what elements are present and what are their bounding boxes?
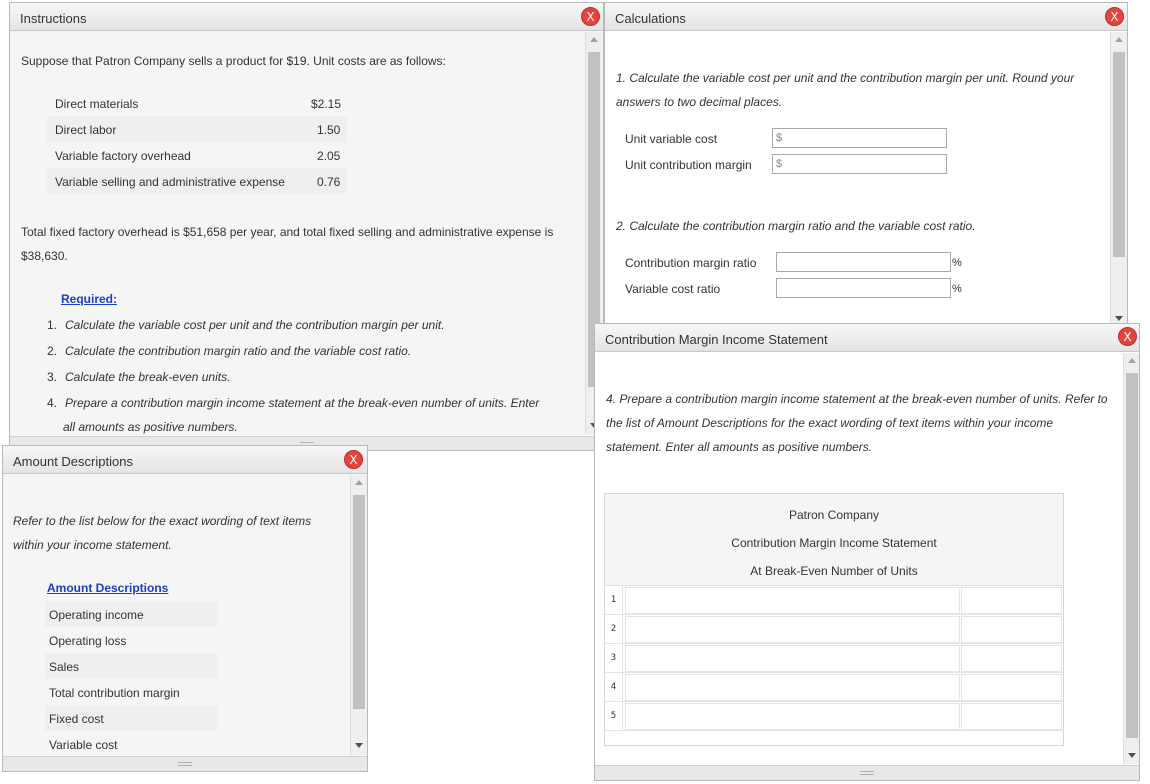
cost-label: Variable selling and administrative expense [55,175,285,189]
description-cell[interactable] [625,616,960,643]
cost-row [47,90,347,116]
cm-statement-resize-grip[interactable] [595,765,1139,780]
amount-descriptions-title: Amount Descriptions [13,454,133,469]
amount-description-text: Sales [49,660,80,674]
calculations-window [604,2,1128,324]
scroll-up-icon[interactable] [590,37,598,42]
row-number: 1 [605,586,623,615]
question-4-text: 4. Prepare a contribution margin income statement at the break-even number of units. Refer to [606,392,1108,406]
amount-descriptions-resize-grip[interactable] [3,756,367,771]
cost-row [47,116,347,142]
row-number: 2 [605,615,623,644]
description-cell[interactable] [625,703,960,730]
unit-contribution-margin-input[interactable] [772,154,947,174]
required-item-cont: all amounts as positive numbers. [63,420,238,434]
cost-value: 0.76 [317,175,341,189]
cost-value: 2.05 [317,149,341,163]
required-item-text: Calculate the break-even units. [65,370,231,384]
income-statement-header [605,494,1063,586]
cm-statement-close-icon[interactable]: X [1118,327,1137,346]
row-number: 5 [605,702,623,731]
required-item [47,318,445,332]
amount-description-text: Operating loss [49,634,127,648]
calculations-title: Calculations [615,11,686,26]
amount-descriptions-close-icon[interactable]: X [344,450,363,469]
statement-period: At Break-Even Number of Units [750,564,918,578]
cost-label: Direct labor [55,123,117,137]
required-link[interactable]: Required: [61,292,118,306]
question-2-text: 2. Calculate the contribution margin ratio and the variable cost ratio. [616,219,976,233]
cost-value: $2.15 [311,97,342,111]
question-4-text-cont2: statement. Enter all amounts as positive numbers. [606,440,873,454]
scroll-up-icon[interactable] [1115,37,1123,42]
instructions-intro: Suppose that Patron Company sells a product for $19. Unit costs are as follows: [21,54,446,68]
amount-cell[interactable] [961,703,1062,730]
cm-statement-scrollbar[interactable] [1123,353,1140,764]
instructions-close-icon[interactable]: X [581,7,600,26]
amount-cell[interactable] [961,645,1062,672]
amount-descriptions-intro: Refer to the list below for the exact wording of text items [13,514,312,528]
amount-description-item [45,601,217,627]
required-item-num: 3. [47,370,58,384]
required-item-num: 1. [47,318,58,332]
amount-descriptions-intro-cont: within your income statement. [13,538,172,552]
cost-value: 1.50 [317,123,341,137]
question-1-text: 1. Calculate the variable cost per unit and the contribution margin per unit. Round your [616,71,1075,85]
amount-description-item [45,627,217,653]
percent-suffix: % [952,283,962,295]
required-item-text: Calculate the variable cost per unit and the contribution margin per unit. [65,318,445,332]
required-item-num: 4. [47,396,58,410]
unit-variable-cost-input[interactable] [772,128,947,148]
description-cell[interactable] [625,587,960,614]
description-cell[interactable] [625,645,960,672]
grip-icon [860,771,874,775]
question-4-text-cont: the list of Amount Descriptions for the exact wording of text items within your income [606,416,1054,430]
amount-cell[interactable] [961,674,1062,701]
cost-label: Variable factory overhead [55,149,191,163]
statement-row [605,615,1063,644]
amount-descriptions-heading-link[interactable]: Amount Descriptions [47,581,169,595]
required-item-num: 2. [47,344,58,358]
amount-description-text: Total contribution margin [49,686,180,700]
amount-cell[interactable] [961,616,1062,643]
unit-contribution-margin-label: Unit contribution margin [625,158,752,172]
required-item [47,396,539,410]
required-item-text: Calculate the contribution margin ratio and the variable cost ratio. [65,344,412,358]
amount-descriptions-scrollbar[interactable] [350,475,367,755]
amount-description-text: Operating income [49,608,144,622]
scroll-thumb[interactable] [1113,52,1125,257]
calculations-scrollbar[interactable] [1110,32,1127,324]
unit-variable-cost-label: Unit variable cost [625,132,718,146]
calculations-close-icon[interactable]: X [1105,7,1124,26]
cm-ratio-input[interactable] [776,252,951,272]
statement-row [605,586,1063,615]
amount-description-text: Variable cost [49,738,118,752]
cm-statement-titlebar[interactable] [595,324,1139,352]
vc-ratio-input[interactable] [776,278,951,298]
amount-description-item [45,731,217,757]
statement-title: Contribution Margin Income Statement [731,536,937,550]
scroll-down-icon[interactable] [1115,316,1123,321]
cost-label: Direct materials [55,97,139,111]
instructions-window [9,2,604,451]
amount-description-item [45,679,217,705]
grip-icon [178,762,192,766]
question-1-text-cont: answers to two decimal places. [616,95,783,109]
instructions-titlebar[interactable] [10,3,603,31]
calculations-titlebar[interactable] [605,3,1127,31]
amount-description-text: Fixed cost [49,712,104,726]
statement-row [605,673,1063,702]
amount-descriptions-window [2,445,368,772]
cm-statement-title: Contribution Margin Income Statement [605,332,828,347]
instructions-title: Instructions [20,11,87,26]
scroll-down-icon[interactable] [1128,753,1136,758]
row-number: 3 [605,644,623,673]
cm-ratio-label: Contribution margin ratio [625,256,757,270]
scroll-down-icon[interactable] [355,743,363,748]
statement-row [605,702,1063,731]
amount-cell[interactable] [961,587,1062,614]
required-item [47,370,230,384]
vc-ratio-label: Variable cost ratio [625,282,721,296]
statement-row [605,644,1063,673]
percent-suffix: % [952,257,962,269]
scroll-up-icon[interactable] [1128,358,1136,363]
required-item [47,344,411,358]
amount-descriptions-titlebar[interactable] [3,446,367,474]
scroll-up-icon[interactable] [355,480,363,485]
currency-prefix: $ [776,158,783,170]
currency-prefix: $ [776,132,783,144]
income-statement-table [604,493,1064,746]
scroll-thumb[interactable] [1126,373,1138,738]
row-number: 4 [605,673,623,702]
description-cell[interactable] [625,674,960,701]
fixed-cost-text-cont: $38,630. [21,249,68,263]
amount-description-item [45,705,217,731]
fixed-cost-text: Total fixed factory overhead is $51,658 per year, and total fixed selling and administrative expense is [21,225,554,239]
cost-row [47,142,347,168]
company-name: Patron Company [788,508,880,522]
scroll-thumb[interactable] [353,495,365,709]
required-item-text: Prepare a contribution margin income statement at the break-even number of units. Enter [65,396,540,410]
amount-description-item [45,653,217,679]
cost-row [47,168,347,194]
